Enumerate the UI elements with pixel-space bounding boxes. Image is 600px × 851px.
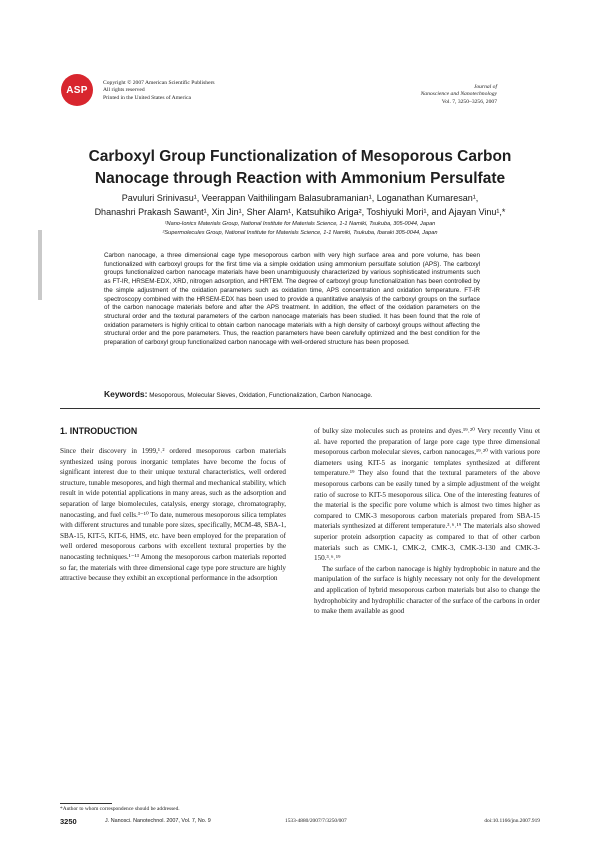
title-line-1: Carboxyl Group Functionalization of Mesoporous Carbon <box>88 148 512 165</box>
left-column <box>60 426 286 584</box>
section-heading: 1. INTRODUCTION <box>60 426 138 436</box>
copyright-line: Copyright © 2007 American Scientific Publishers <box>103 80 215 86</box>
keywords <box>104 390 504 400</box>
publisher-logo-text: ASP <box>66 84 88 96</box>
author-list <box>60 191 540 219</box>
section-divider <box>60 408 540 409</box>
journal-block <box>421 84 497 106</box>
footnote: *Author to whom correspondence should be addressed. <box>60 806 180 812</box>
page-number: 3250 <box>60 817 77 826</box>
keywords-label: Keywords: <box>104 389 148 399</box>
abstract: Carbon nanocage, a three dimensional cage type mesoporous carbon with very high surface area and pore volume, has been functionalized with carboxyl groups for the first time via a simple oxidation using ammonium persulfate solution (APS). The carboxyl groups functionalized carbon nanocage materials have been unambiguously characterized by various sophisticated instruments such as FT-IR, HRSEM-EDX, XRD, nitrogen adsorption, and HRTEM. The degree of carboxyl group functionalization has been controlled by the simple adjustment of the oxidation parameters such as oxidation time, APS concentration and oxidation temperature. FT-IR spectroscopy combined with the HRSEM-EDX has been used to provide a quantitative analysis of the carboxyl groups on the surface of the carbon nanocage materials before and after the APS treatment. In addition, the effect of the oxidation parameters on the structural order and the textural parameters of the carbon nanocage materials has been studied. It has been found that the role of oxidation parameters is highly critical to obtain carbon nanocage materials with a high density of carboxyl groups without affecting the structural order and the pore parameters. Thus, the reaction parameters have been carefully optimized and the best condition for the preparation of carboxyl group functionalized carbon nanocage with well-ordered structure has been proposed. <box>104 252 480 347</box>
printed-line: Printed in the United States of America <box>103 94 191 101</box>
intro-paragraph-2: of bulky size molecules such as proteins and dyes.¹⁹˒²⁰ Very recently Vinu et al. have reported the preparation of large pore cage type three dimensional mesoporous carbon molecular sieves, carbon nanocages,¹⁹˒²⁰ with various pore diameters using KIT-5 as inorganic templates synthesized at different temperature.¹⁹ They also found that the textural parameters of the above mesoporous carbons can be easily tuned by a simple adjustment of the weight ratio of sucrose to KIT-5 mesoporous silica. One of the interesting features of the material is the specific pore volume which is almost two times higher as compared to CMK-3 mesoporous carbon materials prepared from SBA-15 materials synthesized at different temperature.³˒⁶˒¹⁹ The materials also showed superior protein adsorption capacity as compared to that of other carbon materials such as CMK-1, CMK-2, CMK-3, CMK-3-130 and CMK-3-150.³˒⁶˒¹⁹ <box>314 427 540 563</box>
margin-bar <box>38 230 42 300</box>
footnote-divider <box>60 803 112 804</box>
rights-line: All rights reserved <box>103 87 145 94</box>
right-column <box>314 426 540 617</box>
copyright-block <box>103 80 215 102</box>
journal-reference: J. Nanosci. Nanotechnol. 2007, Vol. 7, No. 9 <box>105 818 211 824</box>
journal-line-2: Nanoscience and Nanotechnology <box>420 91 497 98</box>
authors-line-1: Pavuluri Srinivasu¹, Veerappan Vaithilingam Balasubramanian¹, Loganathan Kumaresan¹, <box>121 193 479 203</box>
issn: 1533-4880/2007/7/3250/007 <box>285 818 347 824</box>
intro-paragraph-1: Since their discovery in 1999,¹˒² ordered mesoporous carbon materials synthesized using porous inorganic templates have become the focus of significant interest due to their unique textural characteristics, well ordered structure, tunable mesopores, and high thermal and mechanical stability, which result in wide potential applications in many areas, such as the adsorption and separation of large biomolecules, catalysis, energy storage, chromatography, nanocasting, and fuel cells.³⁻¹⁰ To date, numerous mesoporous silica templates with different structures and tunable pore sizes, specifically, MCM-48, SBA-1, SBA-15, KIT-5, KIT-6, HMS, etc. have been employed for the preparation of well ordered mesoporous carbons with excellent textural properties by the nanocasting techniques.¹⁻¹³ Among the mesoporous carbon materials reported so far, the materials with three dimensional cage type pore structure are highly attractive because they exhibit an exceptional performance in the adsorption <box>60 447 286 583</box>
doi: doi:10.1166/jnn.2007.919 <box>484 818 540 824</box>
keywords-text: Mesoporous, Molecular Sieves, Oxidation, Functionalization, Carbon Nanocage. <box>149 392 373 399</box>
journal-line-1: Journal of <box>473 84 497 90</box>
affiliation-1: ¹Nano-Ionics Materials Group, National Institute for Materials Science, 1-1 Namiki, Tsukuba, 305-0044, Japan <box>164 221 436 227</box>
paper-title <box>60 146 540 190</box>
affiliation-2: ²Supermolecules Group, National Institute for Materials Science, 1-1 Namiki, Tsukuba, Ibaraki 305-0044, Japan <box>162 229 438 236</box>
authors-line-2: Dhanashri Prakash Sawant¹, Xin Jin¹, Sher Alam¹, Katsuhiko Ariga², Toshiyuki Mori¹, and Ajayan Vinu¹,* <box>94 207 506 217</box>
title-line-2: Nanocage through Reaction with Ammonium Persulfate <box>94 170 506 187</box>
volume-line: Vol. 7, 3250–3256, 2007 <box>441 98 497 105</box>
intro-paragraph-3: The surface of the carbon nanocage is highly hydrophobic in nature and the manipulation of the surface is highly necessary not only for the development and application of hybrid mesoporous carbon materials but also to change the hydrophobicity and hydrophilic character of the surface of the carbons in order to make them available as good <box>314 564 540 616</box>
publisher-logo <box>61 74 93 106</box>
affiliations <box>60 220 540 237</box>
